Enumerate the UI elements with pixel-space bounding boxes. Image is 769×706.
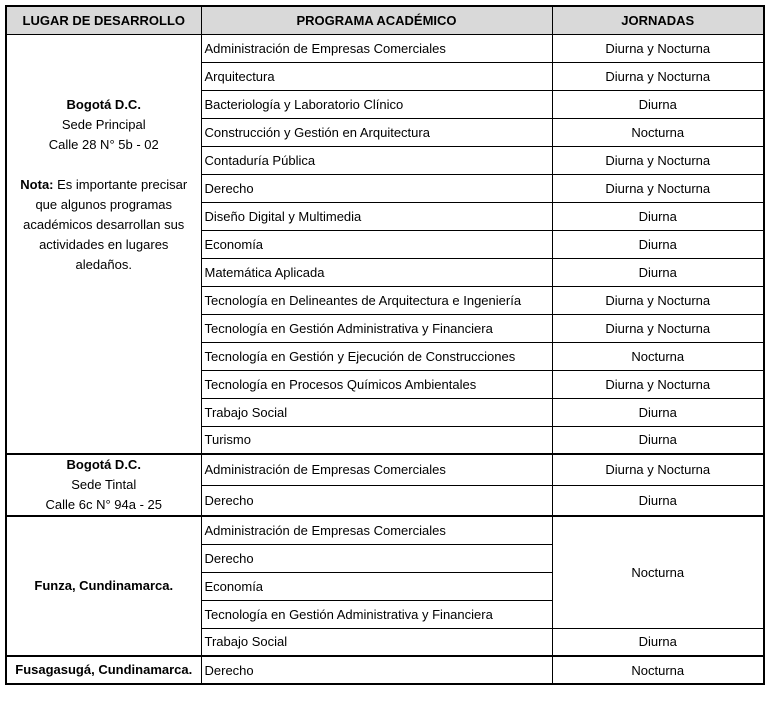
schedule-cell: Diurna	[552, 485, 764, 516]
program-cell: Arquitectura	[201, 62, 552, 90]
schedule-cell: Diurna	[552, 628, 764, 656]
location-line: Sede Principal	[61, 116, 146, 132]
programs-table-container	[5, 5, 765, 685]
program-cell: Economía	[201, 230, 552, 258]
program-cell: Tecnología en Gestión Administrativa y Financiera	[201, 314, 552, 342]
schedule-cell: Diurna y Nocturna	[552, 314, 764, 342]
program-cell: Derecho	[201, 485, 552, 516]
location-cell-sede-principal	[6, 34, 201, 454]
program-cell: Administración de Empresas Comerciales	[201, 34, 552, 62]
note-text: Es importante precisar que algunos programas académicos desarrollan sus actividades en lugares aledaños.	[23, 176, 188, 272]
program-cell: Construcción y Gestión en Arquitectura	[201, 118, 552, 146]
header-row	[6, 6, 764, 34]
program-cell: Contaduría Pública	[201, 146, 552, 174]
schedule-cell: Diurna y Nocturna	[552, 146, 764, 174]
schedule-cell: Diurna	[552, 202, 764, 230]
table-row	[6, 516, 764, 544]
program-cell: Derecho	[201, 544, 552, 572]
schedule-cell-merged: Nocturna	[552, 516, 764, 628]
header-location: LUGAR DE DESARROLLO	[6, 6, 201, 34]
program-cell: Bacteriología y Laboratorio Clínico	[201, 90, 552, 118]
table-row	[6, 454, 764, 485]
note-label: Nota:	[20, 176, 54, 192]
header-schedule: JORNADAS	[552, 6, 764, 34]
program-cell: Diseño Digital y Multimedia	[201, 202, 552, 230]
table-row	[6, 34, 764, 62]
location-line: Calle 6c N° 94a - 25	[45, 497, 162, 512]
program-cell: Tecnología en Gestión Administrativa y Financiera	[201, 600, 552, 628]
schedule-cell: Diurna y Nocturna	[552, 62, 764, 90]
schedule-cell: Nocturna	[552, 118, 764, 146]
location-name: Bogotá D.C.	[66, 96, 141, 112]
program-cell: Administración de Empresas Comerciales	[201, 516, 552, 544]
program-cell: Matemática Aplicada	[201, 258, 552, 286]
location-cell-fusagasuga	[6, 656, 201, 684]
location-name: Bogotá D.C.	[66, 457, 141, 472]
location-line: Sede Tintal	[71, 477, 137, 492]
location-note	[11, 175, 197, 275]
schedule-cell: Diurna y Nocturna	[552, 174, 764, 202]
program-cell: Tecnología en Procesos Químicos Ambientales	[201, 370, 552, 398]
schedule-cell: Diurna y Nocturna	[552, 454, 764, 485]
schedule-cell: Diurna y Nocturna	[552, 34, 764, 62]
program-cell: Tecnología en Delineantes de Arquitectura e Ingeniería	[201, 286, 552, 314]
program-cell: Trabajo Social	[201, 628, 552, 656]
schedule-cell: Diurna	[552, 90, 764, 118]
program-cell: Economía	[201, 572, 552, 600]
location-cell-funza	[6, 516, 201, 656]
table-row	[6, 656, 764, 684]
schedule-cell: Nocturna	[552, 342, 764, 370]
program-cell: Derecho	[201, 656, 552, 684]
schedule-cell: Diurna	[552, 426, 764, 454]
program-cell: Turismo	[201, 426, 552, 454]
location-name: Fusagasugá, Cundinamarca.	[15, 662, 193, 677]
schedule-cell: Diurna	[552, 230, 764, 258]
schedule-cell: Diurna	[552, 258, 764, 286]
spacer	[11, 155, 197, 175]
program-cell: Trabajo Social	[201, 398, 552, 426]
program-cell: Derecho	[201, 174, 552, 202]
schedule-cell: Diurna y Nocturna	[552, 286, 764, 314]
header-program: PROGRAMA ACADÉMICO	[201, 6, 552, 34]
schedule-cell: Diurna	[552, 398, 764, 426]
program-cell: Administración de Empresas Comerciales	[201, 454, 552, 485]
programs-table	[5, 5, 765, 685]
schedule-cell: Diurna y Nocturna	[552, 370, 764, 398]
program-cell: Tecnología en Gestión y Ejecución de Construcciones	[201, 342, 552, 370]
location-cell-sede-tintal	[6, 454, 201, 516]
location-line: Calle 28 N° 5b - 02	[48, 136, 159, 152]
location-name: Funza, Cundinamarca.	[34, 578, 174, 593]
schedule-cell: Nocturna	[552, 656, 764, 684]
